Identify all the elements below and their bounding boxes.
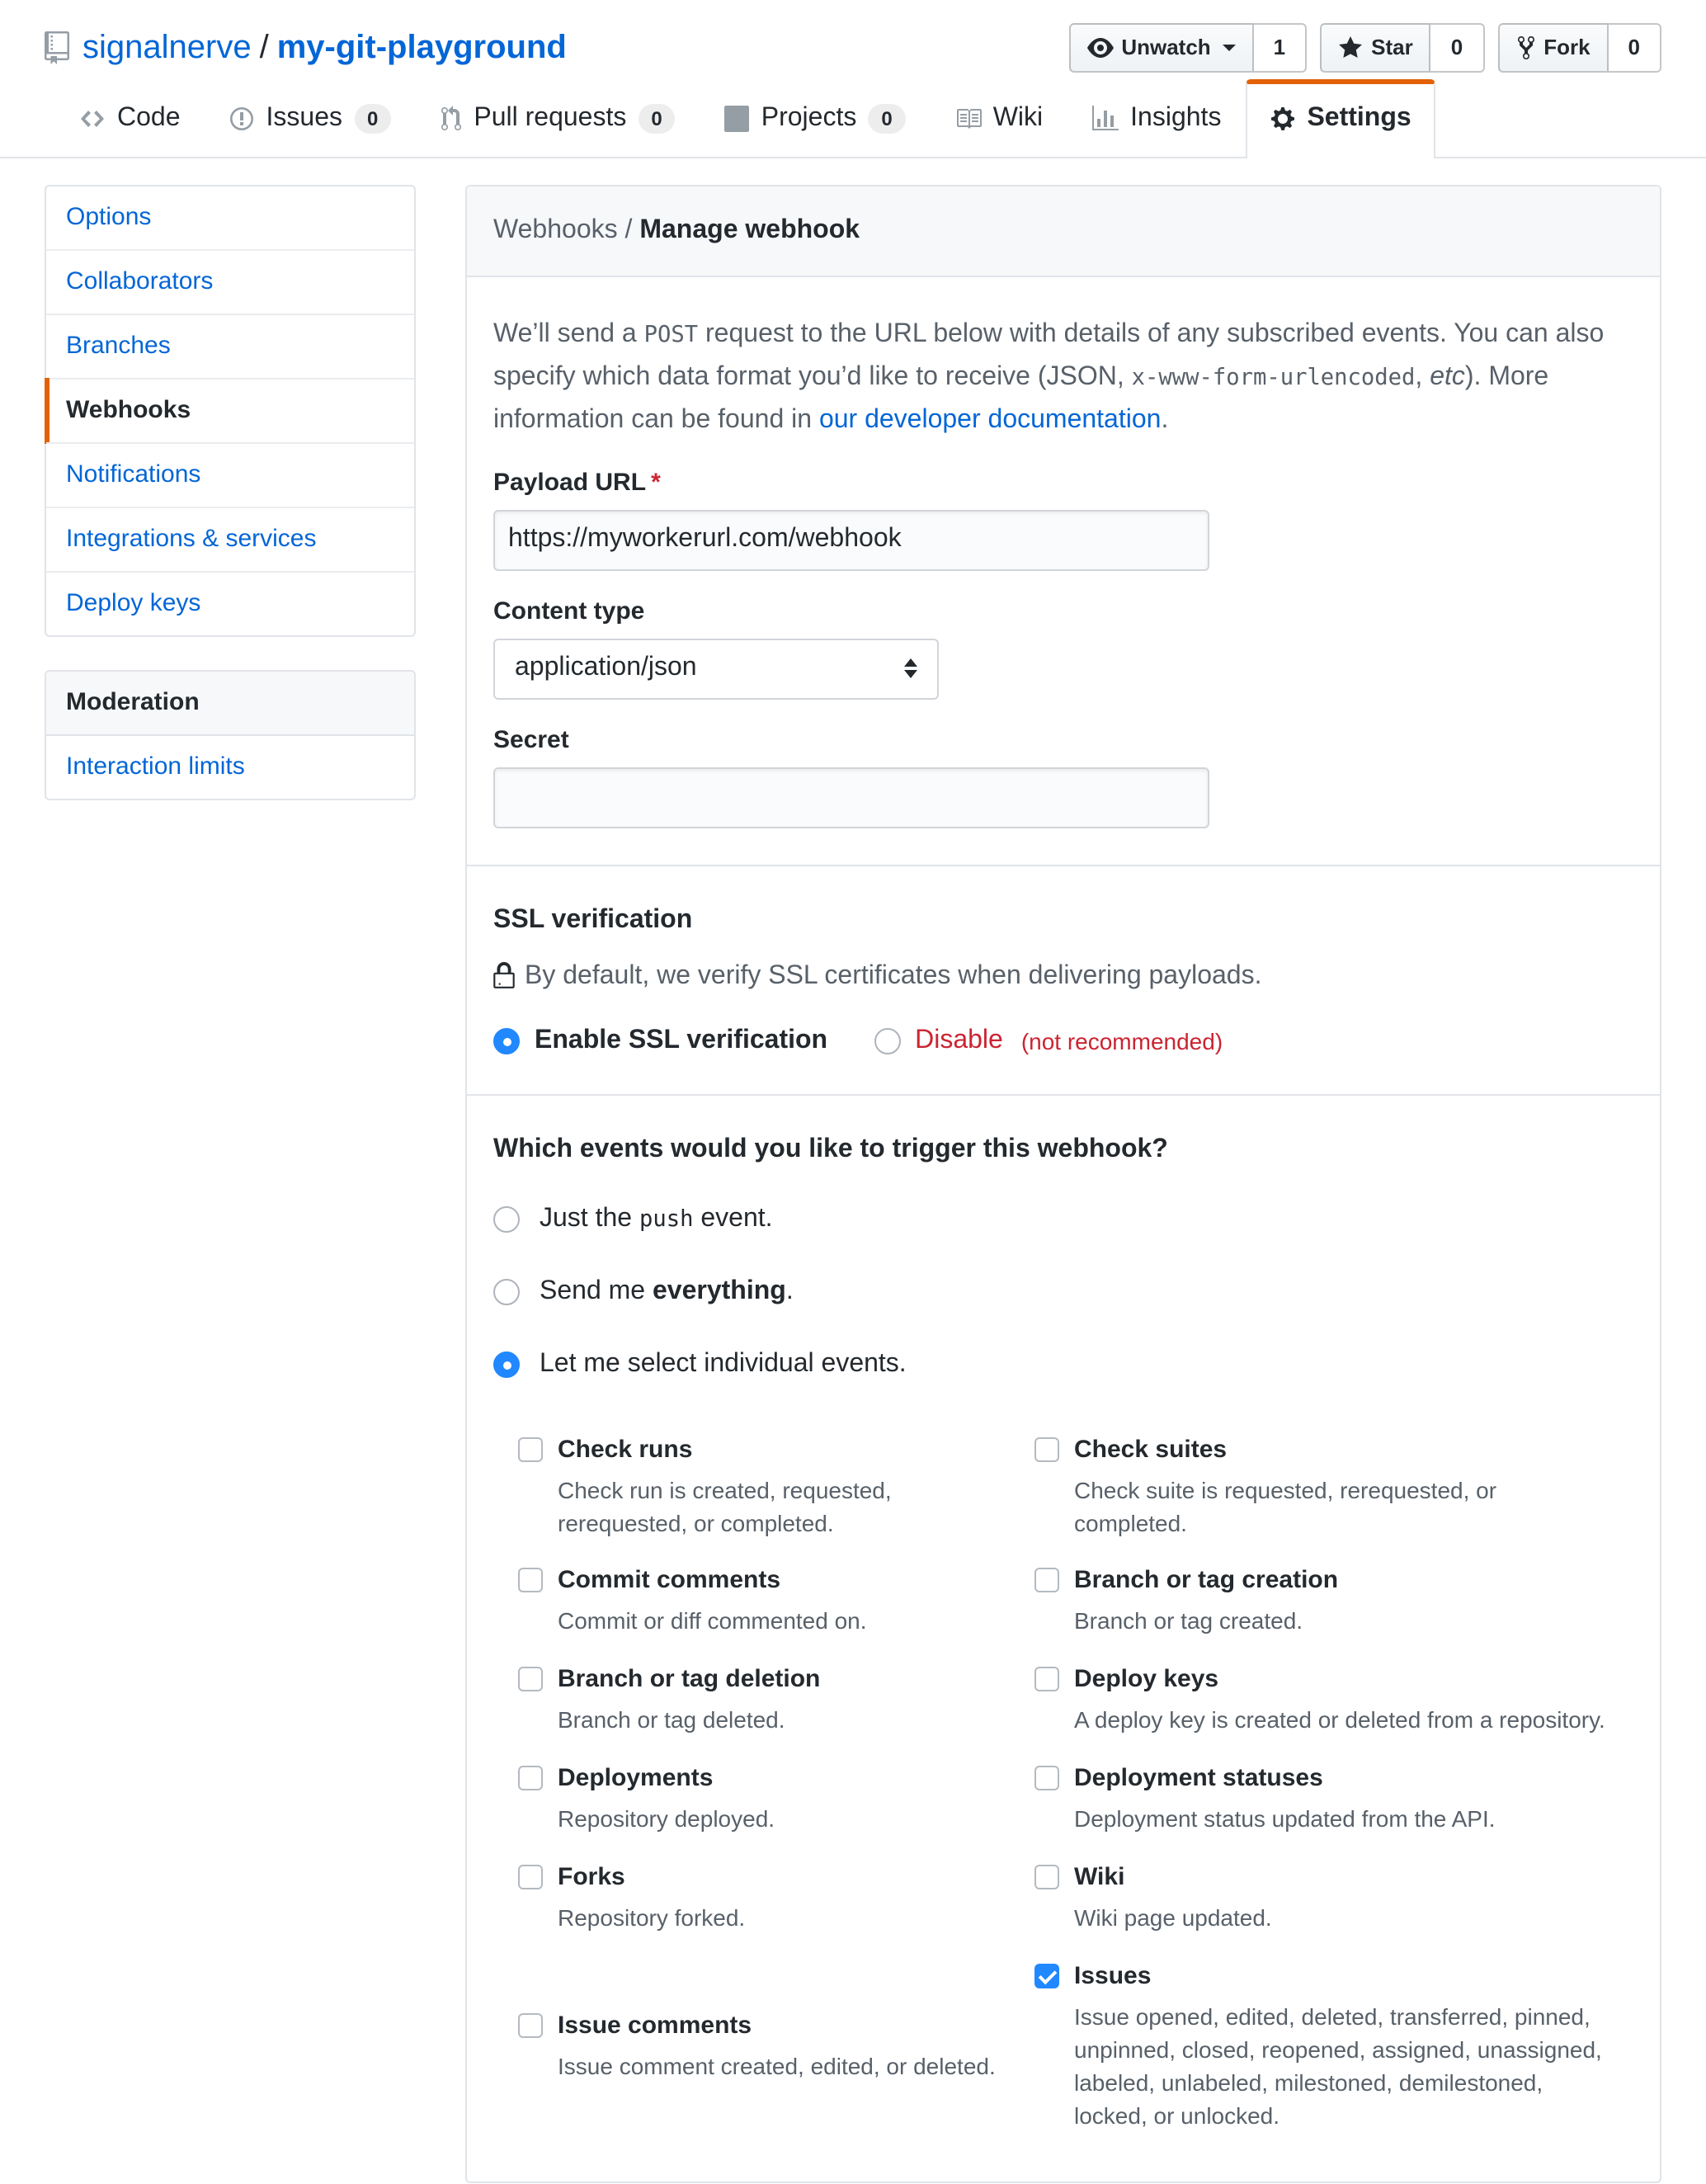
sidebar-item-webhooks[interactable]: Webhooks [46, 378, 414, 442]
tab-wiki-label: Wiki [992, 104, 1044, 132]
repo-owner-link[interactable]: signalnerve [82, 30, 252, 66]
branch-tag-deletion-checkbox[interactable] [518, 1667, 543, 1692]
enable-ssl-radio[interactable] [493, 1027, 520, 1054]
event-check-runs [518, 1432, 1008, 1540]
intro-text: We’ll send a [493, 320, 644, 348]
tab-issues-label: Issues [266, 104, 342, 132]
gear-icon [1270, 106, 1295, 132]
just-push-option[interactable] [493, 1200, 1633, 1237]
ssl-verification-title: SSL verification [493, 905, 693, 934]
webhook-box [465, 185, 1661, 2184]
event-label[interactable]: Deployment statuses [1074, 1764, 1323, 1793]
event-cell [518, 1860, 1034, 1936]
sidebar-item-options[interactable]: Options [66, 203, 152, 231]
issues-checkbox[interactable] [1034, 1964, 1059, 1988]
event-cell [518, 1663, 1034, 1738]
content-type-label: Content type [493, 597, 645, 625]
fork-group [1497, 23, 1661, 73]
event-cell [1034, 1860, 1633, 1936]
ssl-verification-section [467, 866, 1660, 1093]
repo-separator: / [259, 30, 269, 66]
projects-counter: 0 [868, 104, 905, 134]
payload-url-label [493, 465, 1633, 501]
fork-icon [1515, 35, 1535, 61]
event-branch-tag-creation [1034, 1564, 1607, 1639]
sidebar-item-notifications[interactable]: Notifications [46, 442, 414, 507]
watch-group [1068, 23, 1307, 73]
disable-ssl-note: (not recommended) [1020, 1027, 1223, 1054]
branch-tag-creation-checkbox[interactable] [1034, 1568, 1059, 1593]
repo-icon [45, 31, 69, 64]
secret-group [493, 722, 1633, 828]
ssl-note-text: By default, we verify SSL certificates when delivering payloads. [525, 961, 1262, 990]
payload-url-input[interactable] [493, 509, 1209, 570]
eye-icon [1086, 35, 1113, 61]
sidebar-item-interaction-limits[interactable]: Interaction limits [66, 752, 245, 781]
content-type-value: application/json [515, 653, 697, 682]
event-deployment-statuses [1034, 1761, 1607, 1837]
disable-ssl-option[interactable] [874, 1024, 1223, 1057]
intro-text: ). More information can be found in [493, 362, 1549, 434]
select-individual-option[interactable] [493, 1346, 1633, 1382]
just-push-label: Just the push event. [540, 1204, 773, 1233]
disable-ssl-radio[interactable] [874, 1027, 900, 1054]
event-forks [518, 1860, 1008, 1936]
caret-down-icon [1223, 45, 1236, 58]
ssl-radio-row [493, 1024, 1633, 1057]
breadcrumb-separator: / [624, 216, 633, 244]
lock-icon [493, 962, 515, 990]
event-label[interactable]: Commit comments [558, 1566, 781, 1595]
settings-sidebar [45, 185, 416, 800]
repo-title [45, 25, 567, 71]
webhook-form-section [467, 277, 1660, 864]
star-group [1320, 23, 1484, 73]
disable-ssl-label: Disable [915, 1026, 1003, 1054]
issues-counter: 0 [354, 104, 391, 134]
events-section [467, 1095, 1660, 2182]
event-deployments [518, 1761, 1008, 1837]
stargazers-count[interactable]: 0 [1431, 23, 1484, 73]
event-label[interactable]: Check runs [558, 1435, 693, 1464]
event-desc: Repository forked. [558, 1904, 746, 1932]
event-cell [1034, 1761, 1633, 1837]
event-label[interactable]: Forks [558, 1863, 625, 1892]
intro-text: request to the URL below with details of any subscribed events. You can also specify which data format you’d like to receive (JSON, [493, 320, 1605, 391]
tab-projects-label: Projects [761, 104, 857, 132]
tab-insights-label: Insights [1130, 104, 1222, 132]
event-desc: Issue comment created, edited, or deleted. [558, 2052, 996, 2079]
tab-settings[interactable] [1246, 79, 1435, 158]
tab-pull-requests-label: Pull requests [474, 104, 627, 132]
page-title: Manage webhook [639, 216, 860, 244]
event-desc: Branch or tag created. [1074, 1607, 1303, 1634]
event-label[interactable]: Branch or tag deletion [558, 1665, 821, 1694]
event-desc: A deploy key is created or deleted from a repository. [1074, 1706, 1605, 1734]
event-cell [518, 1564, 1034, 1639]
event-label[interactable]: Branch or tag creation [1074, 1566, 1339, 1595]
tab-projects[interactable] [700, 79, 931, 157]
intro-code-post: POST [643, 322, 699, 348]
enable-ssl-label: Enable SSL verification [535, 1026, 828, 1054]
send-everything-radio[interactable] [493, 1278, 520, 1304]
event-cell [518, 2008, 1034, 2084]
event-cell [1034, 1959, 1633, 2133]
event-commit-comments [518, 1564, 1008, 1639]
event-desc: Deployment status updated from the API. [1074, 1805, 1496, 1833]
event-desc: Check run is created, requested, rerequested, or completed. [558, 1476, 892, 1536]
forks-count[interactable]: 0 [1609, 23, 1661, 73]
moderation-header: Moderation [46, 672, 414, 736]
repo-nav [0, 79, 1706, 158]
event-wiki [1034, 1860, 1607, 1936]
event-desc: Repository deployed. [558, 1805, 775, 1833]
event-desc: Commit or diff commented on. [558, 1607, 867, 1634]
event-issue-comments [518, 2008, 1008, 2084]
developer-documentation-link[interactable]: our developer documentation [818, 405, 1162, 434]
intro-code-urlencoded: x-www-form-urlencoded [1131, 364, 1416, 391]
unwatch-button[interactable] [1068, 23, 1253, 73]
secret-label: Secret [493, 725, 569, 754]
commit-comments-checkbox[interactable] [518, 1568, 543, 1593]
check-runs-checkbox[interactable] [518, 1436, 543, 1461]
event-cell [518, 1761, 1034, 1837]
settings-menu [45, 185, 416, 637]
event-cell [1034, 1663, 1633, 1738]
pagehead-actions [1068, 23, 1661, 73]
event-desc: Check suite is requested, rerequested, or completed. [1074, 1476, 1497, 1536]
event-label[interactable]: Issues [1074, 1961, 1152, 1990]
book-icon [955, 106, 982, 132]
tab-pull-requests[interactable] [416, 79, 700, 157]
unwatch-label: Unwatch [1121, 35, 1211, 59]
payload-url-group [493, 465, 1633, 570]
tab-code-label: Code [117, 104, 181, 132]
event-row [518, 1663, 1633, 1738]
deployment-statuses-checkbox[interactable] [1034, 1766, 1059, 1790]
required-asterisk: * [651, 468, 661, 497]
tab-insights[interactable] [1067, 79, 1246, 157]
content-type-select[interactable] [493, 638, 939, 699]
tab-code[interactable] [54, 79, 205, 157]
repo-name-link[interactable]: my-git-playground [276, 30, 567, 66]
intro-etc: etc [1430, 362, 1465, 391]
tab-settings-label: Settings [1307, 104, 1411, 132]
event-label[interactable]: Issue comments [558, 2011, 752, 2040]
event-cell [1034, 1564, 1633, 1639]
ssl-note-row [493, 958, 1633, 994]
deploy-keys-checkbox[interactable] [1034, 1667, 1059, 1692]
intro-text: . [1161, 405, 1169, 434]
content-type-group [493, 593, 1633, 699]
sidebar-item-deploy-keys[interactable]: Deploy keys [46, 571, 414, 635]
event-issues [1034, 1959, 1607, 2133]
send-everything-option[interactable] [493, 1273, 1633, 1309]
event-desc: Issue opened, edited, deleted, transferred, pinned, unpinned, closed, reopened, assigned, unassigned, labeled, unlabeled, milestoned, demilestoned, locked, or unlocked. [1074, 2002, 1602, 2129]
event-row [518, 1761, 1633, 1837]
moderation-menu [45, 670, 416, 800]
event-row [518, 1432, 1633, 1540]
wiki-checkbox[interactable] [1034, 1865, 1059, 1889]
select-arrows-icon [904, 652, 917, 685]
sidebar-item-branches[interactable]: Branches [46, 314, 414, 378]
sidebar-item-integrations[interactable]: Integrations & services [46, 507, 414, 571]
event-desc: Branch or tag deleted. [558, 1706, 785, 1734]
event-deploy-keys [1034, 1663, 1607, 1738]
intro-text: , [1415, 362, 1430, 391]
project-icon [725, 106, 750, 132]
event-row [518, 1860, 1633, 1936]
repo-header [45, 0, 1661, 73]
pull-requests-counter: 0 [638, 104, 675, 134]
event-label[interactable]: Deployments [558, 1764, 714, 1793]
event-label[interactable]: Deploy keys [1074, 1665, 1219, 1694]
send-everything-label: Send me everything. [540, 1276, 794, 1305]
secret-input[interactable] [493, 767, 1209, 828]
star-button[interactable] [1320, 23, 1431, 73]
event-check-suites [1034, 1432, 1607, 1540]
select-individual-radio[interactable] [493, 1351, 520, 1377]
breadcrumb [467, 186, 1660, 277]
fork-button[interactable] [1497, 23, 1608, 73]
event-desc: Wiki page updated. [1074, 1904, 1272, 1932]
sidebar-item-collaborators[interactable]: Collaborators [46, 249, 414, 314]
deployments-checkbox[interactable] [518, 1766, 543, 1790]
event-branch-tag-deletion [518, 1663, 1008, 1738]
issue-icon [230, 106, 255, 132]
watchers-count[interactable]: 1 [1254, 23, 1307, 73]
webhook-intro [493, 314, 1633, 441]
pull-request-icon [441, 106, 462, 132]
event-row [518, 1959, 1633, 2133]
event-cell [518, 1432, 1034, 1540]
event-label[interactable]: Check suites [1074, 1435, 1228, 1464]
tab-issues[interactable] [205, 79, 417, 157]
event-cell [1034, 1432, 1633, 1540]
events-title: Which events would you like to trigger this webhook? [493, 1134, 1168, 1163]
graph-icon [1092, 106, 1119, 132]
event-row [518, 1564, 1633, 1639]
event-label[interactable]: Wiki [1074, 1863, 1125, 1892]
select-individual-label: Let me select individual events. [540, 1349, 907, 1378]
code-icon [79, 106, 106, 132]
forks-checkbox[interactable] [518, 1865, 543, 1889]
breadcrumb-webhooks-link[interactable]: Webhooks [493, 216, 618, 244]
fork-label: Fork [1543, 35, 1591, 59]
star-icon [1338, 35, 1363, 61]
payload-url-label-text: Payload URL [493, 468, 647, 497]
tab-wiki[interactable] [931, 79, 1067, 157]
star-label: Star [1371, 35, 1413, 59]
issue-comments-checkbox[interactable] [518, 2013, 543, 2038]
check-suites-checkbox[interactable] [1034, 1436, 1059, 1461]
just-push-radio[interactable] [493, 1205, 520, 1232]
enable-ssl-option[interactable] [493, 1024, 827, 1057]
event-checkbox-grid [518, 1432, 1633, 2133]
